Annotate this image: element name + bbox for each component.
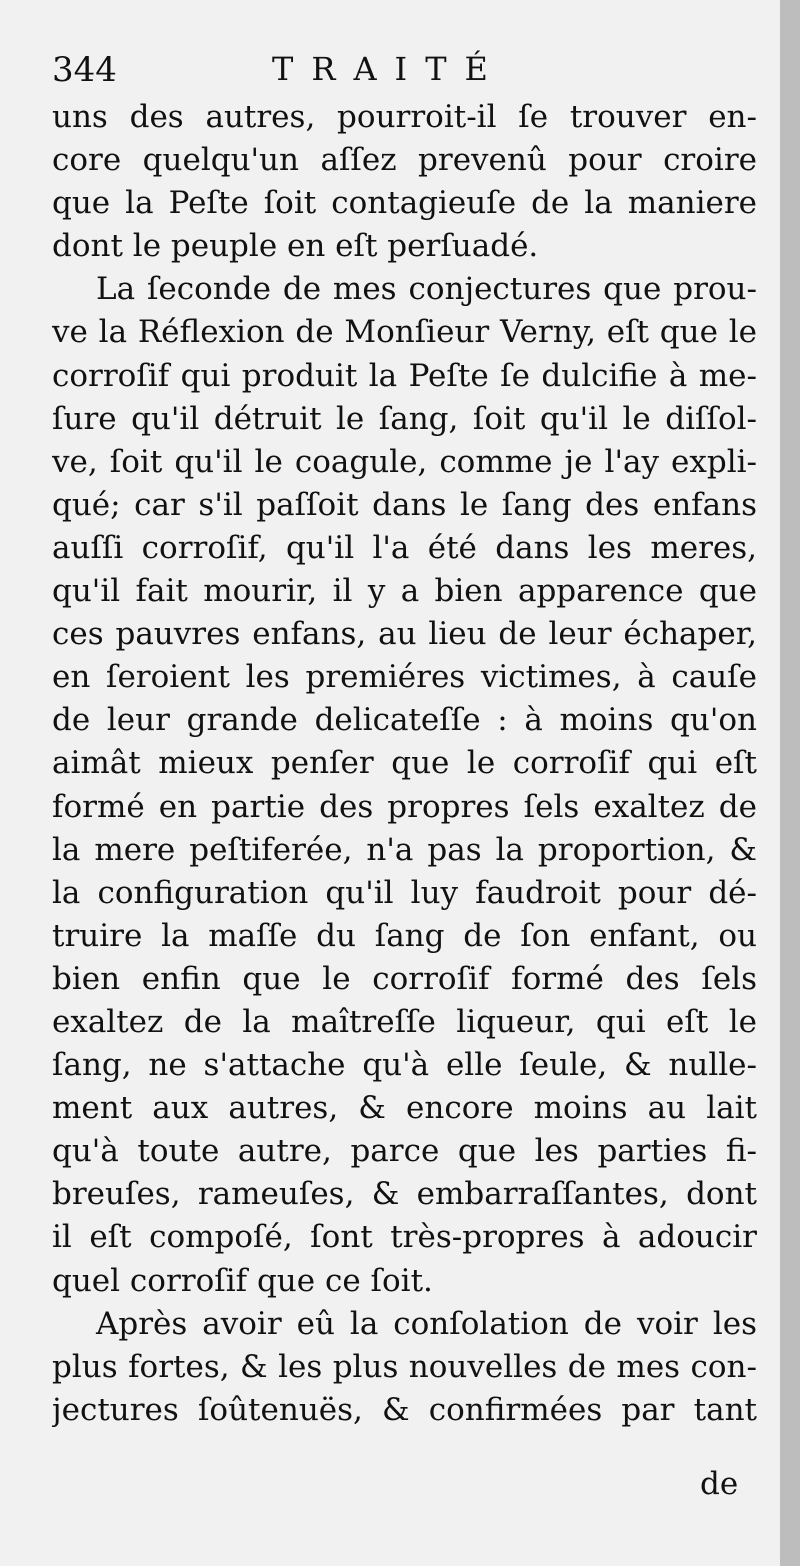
text-line: ſure qu'il détruit le ſang, ſoit qu'il le diſſol- <box>52 400 757 437</box>
text-line: il eſt compoſé, ſont très-propres à adoucir <box>52 1219 757 1256</box>
text-line: Après avoir eû la conſolation de voir les <box>96 1305 757 1342</box>
text-line: plus fortes, & les plus nouvelles de mes con- <box>52 1348 757 1385</box>
text-line: ment aux autres, & encore moins au lait <box>52 1090 757 1127</box>
text-line: qu'à toute autre, parce que les parties fi- <box>52 1133 757 1170</box>
text-line: qué; car s'il paſſoit dans le ſang des enfans <box>52 486 757 523</box>
text-line: aimât mieux penſer que le corroſif qui eſt <box>52 745 757 782</box>
running-title: TRAITÉ <box>272 50 506 88</box>
text-line: core quelqu'un aſſez prevenû pour croire <box>52 142 757 179</box>
text-line: quel corroſif que ce ſoit. <box>52 1262 433 1299</box>
text-line: uns des autres, pourroit-il ſe trouver en- <box>52 99 757 135</box>
text-line: ces pauvres enfans, au lieu de leur échaper, <box>52 616 757 653</box>
catchword: de <box>700 1466 739 1502</box>
page-header <box>52 46 752 96</box>
body-text <box>52 96 757 1432</box>
text-line: jectures ſoûtenuës, & confirmées par tant <box>52 1391 757 1428</box>
text-line: breuſes, rameuſes, & embarraſſantes, dont <box>52 1176 757 1213</box>
text-line: que la Peſte ſoit contagieuſe de la maniere <box>52 185 757 222</box>
page-edge <box>780 0 800 1566</box>
text-line: qu'il fait mourir, il y a bien apparence que <box>52 573 757 610</box>
text-line: ve la Réflexion de Monſieur Verny, eſt que le <box>52 314 757 351</box>
text-line: la mere peſtiferée, n'a pas la proportion, & <box>52 831 757 868</box>
text-line: en ſeroient les premiéres victimes, à cauſe <box>52 659 757 696</box>
text-line: corroſif qui produit la Peſte ſe dulcifie à me- <box>52 357 757 394</box>
text-line: exaltez de la maîtreſſe liqueur, qui eſt le <box>52 1003 757 1040</box>
text-line: La ſeconde de mes conjectures que prou- <box>96 271 757 308</box>
text-line: truire la maſſe du ſang de ſon enfant, ou <box>52 917 757 954</box>
text-line: ve, ſoit qu'il le coagule, comme je l'ay expli- <box>52 443 757 480</box>
page-number: 344 <box>52 50 117 90</box>
text-line: ſang, ne s'attache qu'à elle ſeule, & nulle- <box>52 1047 757 1084</box>
text-line: dont le peuple en eſt perſuadé. <box>52 228 539 265</box>
text-line: la configuration qu'il luy faudroit pour dé- <box>52 874 757 911</box>
text-line: formé en partie des propres ſels exaltez de <box>52 788 757 825</box>
text-line: auſſi corroſif, qu'il l'a été dans les meres, <box>52 529 757 566</box>
text-line: de leur grande delicateſſe : à moins qu'on <box>52 702 757 739</box>
text-line: bien enfin que le corroſif formé des ſels <box>52 960 757 997</box>
